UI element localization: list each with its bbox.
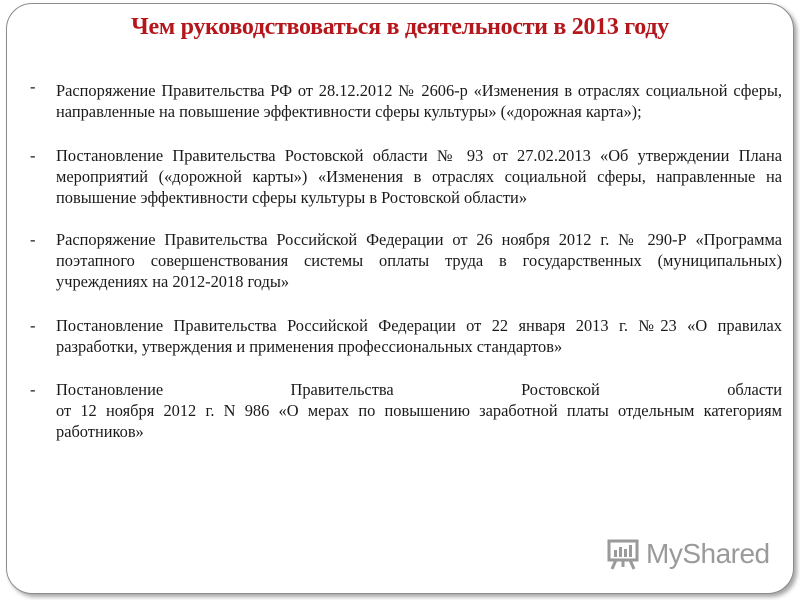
- item-3-dash: -: [30, 230, 36, 249]
- item-1-text: Распоряжение Правительства РФ от 28.12.2012 № 2606-р «Изменения в отраслях социальной сферы, направленные на повышение эффективности сферы культуры» («дорожная карта»);: [56, 81, 782, 121]
- item-5-word-4: области: [727, 380, 782, 399]
- item-1-dash: -: [30, 77, 36, 96]
- item-4-text: Постановление Правительства Российской Федерации от 22 января 2013 г. №23 «О правилах разработки, утверждения и применения профессиональных стандартов»: [56, 316, 782, 356]
- item-5-word-2: Правительства: [290, 380, 394, 399]
- logo-text: MyShared: [646, 538, 770, 569]
- item-4-dash: -: [30, 316, 36, 335]
- item-3-text: Распоряжение Правительства Российской Федерации от 26 ноября 2012 г. № 290-Р «Программа поэтапного совершенствования системы оплаты труда в государственных (муниципальных) учреждениях на 2012-2018 годы»: [56, 230, 782, 291]
- item-5-first-line: [56, 379, 782, 400]
- myshared-logo: [606, 536, 770, 572]
- item-5-word-1: Постановление: [56, 380, 164, 399]
- presentation-board-icon: [606, 537, 640, 571]
- item-5-block: [56, 379, 782, 442]
- item-2-text: Постановление Правительства Ростовской области № 93 от 27.02.2013 «Об утверждении Плана мероприятий («дорожной карты») «Изменения в отраслях социальной сферы, направленные на повышение эффективности сферы культуры в Ростовской области»: [56, 146, 782, 207]
- item-5-text: от 12 ноября 2012 г. N 986 «О мерах по повышению заработной платы отдельным категориям работников»: [56, 401, 782, 441]
- slide-title: Чем руководствоваться в деятельности в 2013 году: [131, 14, 669, 40]
- item-2-dash: -: [30, 146, 36, 165]
- item-5-dash: -: [30, 380, 36, 399]
- item-5-word-3: Ростовской: [521, 380, 600, 399]
